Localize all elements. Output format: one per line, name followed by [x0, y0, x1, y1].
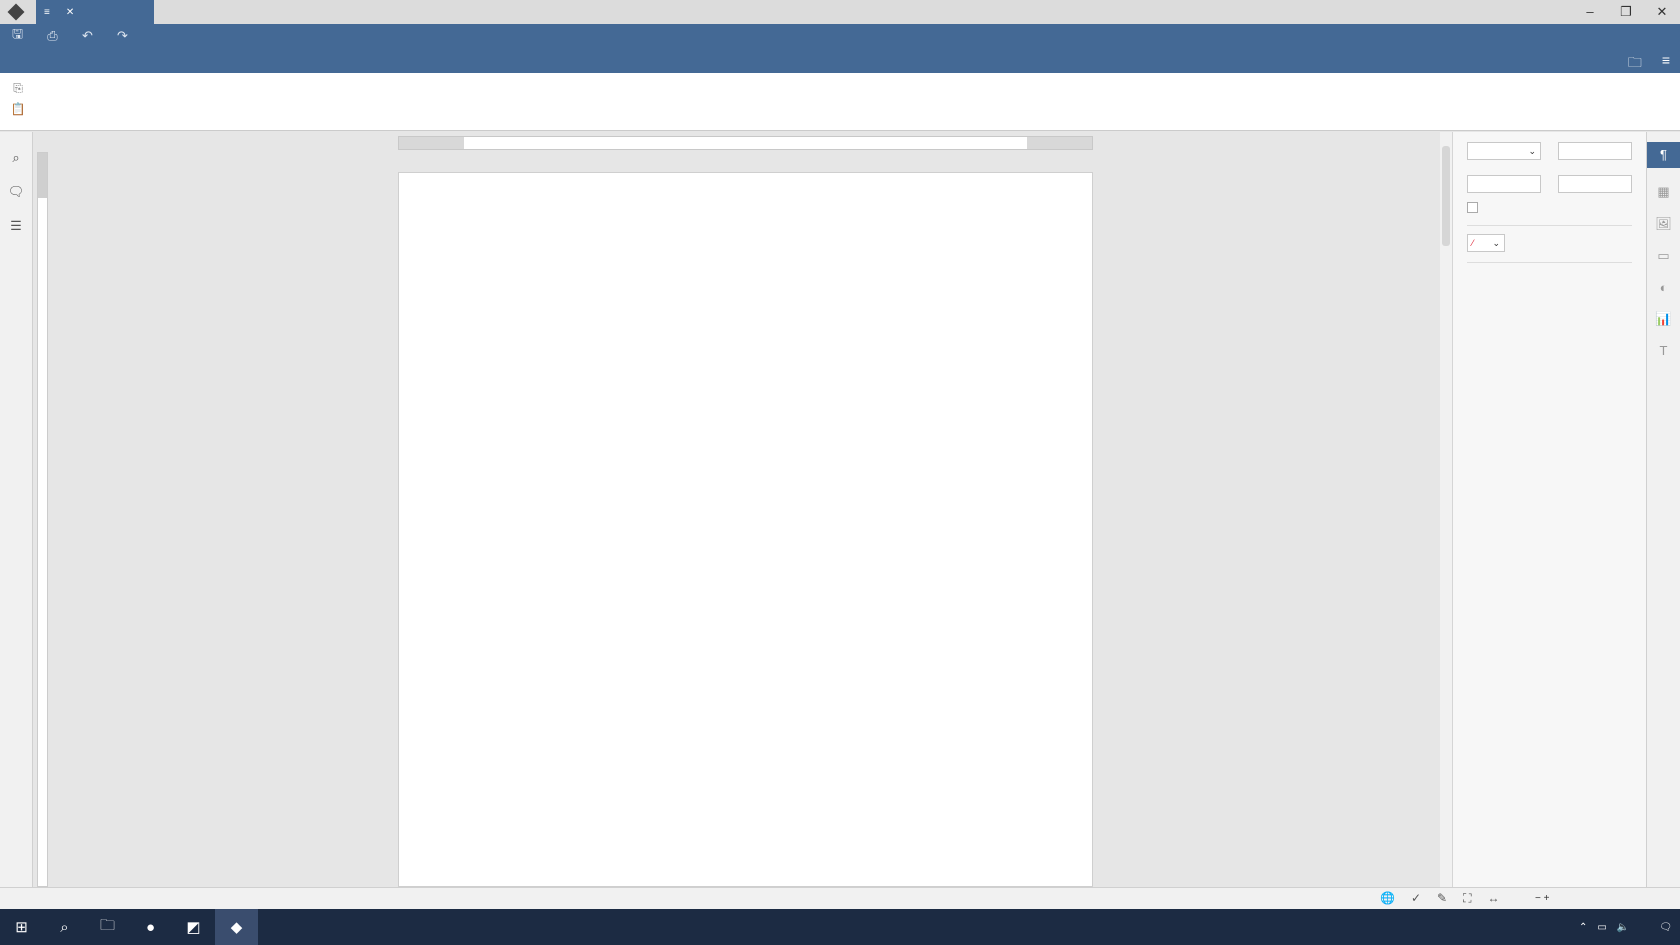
- brand-logo-icon: [8, 4, 25, 21]
- open-location-icon[interactable]: 🗀: [1627, 54, 1642, 70]
- right-sidebar-tabs: [1646, 132, 1680, 887]
- close-window-icon[interactable]: ✕: [1656, 4, 1668, 19]
- windows-start-icon[interactable]: ⊞: [15, 919, 28, 936]
- clipboard-group: [0, 73, 36, 116]
- file-explorer-icon[interactable]: 🗀: [99, 916, 115, 934]
- spellcheck-icon[interactable]: ✓: [1410, 891, 1422, 905]
- firefox-icon[interactable]: ●: [145, 918, 156, 936]
- window-controls: [1572, 0, 1680, 24]
- paragraph-settings-panel: [1452, 132, 1646, 887]
- navigation-icon[interactable]: ☰: [10, 218, 22, 233]
- minimize-icon[interactable]: –: [1586, 4, 1594, 19]
- fit-width-icon[interactable]: ↔: [1487, 891, 1500, 905]
- copy-icon[interactable]: ⎘: [13, 81, 23, 95]
- document-tab[interactable]: [36, 0, 154, 24]
- globe-icon[interactable]: 🌐: [1380, 891, 1395, 905]
- vertical-scrollbar[interactable]: [1440, 132, 1452, 887]
- bg-color-picker[interactable]: ⁄ ⌄: [1467, 234, 1505, 252]
- after-input[interactable]: [1558, 175, 1632, 193]
- title-bar: [0, 0, 1680, 24]
- chart-settings-icon[interactable]: 📊: [1655, 311, 1672, 326]
- embedded-chart[interactable]: [559, 828, 849, 887]
- line-spacing-mode-select[interactable]: [1467, 142, 1541, 160]
- undo-icon[interactable]: ↶: [82, 28, 93, 43]
- paragraph-settings-icon[interactable]: ¶: [1647, 142, 1680, 168]
- scroll-thumb[interactable]: [1442, 146, 1450, 246]
- insert-toolbar: [0, 73, 1680, 131]
- redo-icon[interactable]: ↷: [117, 28, 128, 43]
- os-taskbar: [0, 909, 1680, 945]
- paste-icon[interactable]: 📋: [10, 102, 26, 116]
- close-tab-icon[interactable]: ✕: [65, 6, 75, 18]
- hamburger-icon[interactable]: ≡: [1661, 52, 1670, 68]
- left-sidebar: [0, 132, 33, 887]
- comments-icon[interactable]: 🗨: [7, 184, 25, 199]
- horizontal-ruler[interactable]: [398, 136, 1093, 150]
- line-spacing-value-input[interactable]: [1558, 142, 1632, 160]
- fit-page-icon[interactable]: ⛶: [1463, 891, 1472, 905]
- volume-icon[interactable]: 🔈: [1616, 921, 1630, 933]
- header-settings-icon[interactable]: ▭: [1657, 248, 1670, 263]
- shape-settings-icon[interactable]: ◐: [1659, 280, 1668, 295]
- menu-icon: ≡: [44, 6, 50, 18]
- textart-settings-icon[interactable]: T: [1659, 343, 1668, 358]
- status-bar: [0, 887, 1680, 909]
- r7-office-taskbar-icon[interactable]: ◆: [215, 909, 258, 945]
- quick-access: [0, 24, 140, 48]
- taskbar-search-icon[interactable]: ⌕: [60, 918, 69, 936]
- save-icon[interactable]: 🖫: [11, 26, 24, 41]
- print-icon[interactable]: ⎙: [47, 28, 58, 43]
- app-brand: [0, 0, 36, 24]
- vertical-ruler[interactable]: [33, 132, 49, 887]
- network-icon[interactable]: ▭: [1597, 921, 1607, 933]
- table-settings-icon[interactable]: ▦: [1657, 184, 1670, 199]
- chevron-down-icon: ⌄: [1528, 145, 1536, 156]
- header: [0, 24, 1680, 73]
- no-add-interval-checkbox[interactable]: [1467, 201, 1632, 213]
- restore-icon[interactable]: ❐: [1620, 4, 1632, 19]
- zoom-level: − +: [1535, 893, 1550, 904]
- search-icon[interactable]: ⌕: [12, 150, 20, 165]
- document-page[interactable]: [398, 172, 1093, 887]
- tray-chevron-icon[interactable]: ⌃: [1579, 921, 1588, 933]
- notifications-icon[interactable]: 🗨: [1659, 921, 1672, 933]
- status-icons: [1380, 891, 1499, 906]
- track-changes-icon[interactable]: ✎: [1437, 891, 1448, 905]
- before-input[interactable]: [1467, 175, 1541, 193]
- app-icon[interactable]: ◩: [186, 919, 201, 936]
- system-tray: [1579, 922, 1680, 933]
- image-settings-icon[interactable]: 🖼: [1655, 216, 1672, 231]
